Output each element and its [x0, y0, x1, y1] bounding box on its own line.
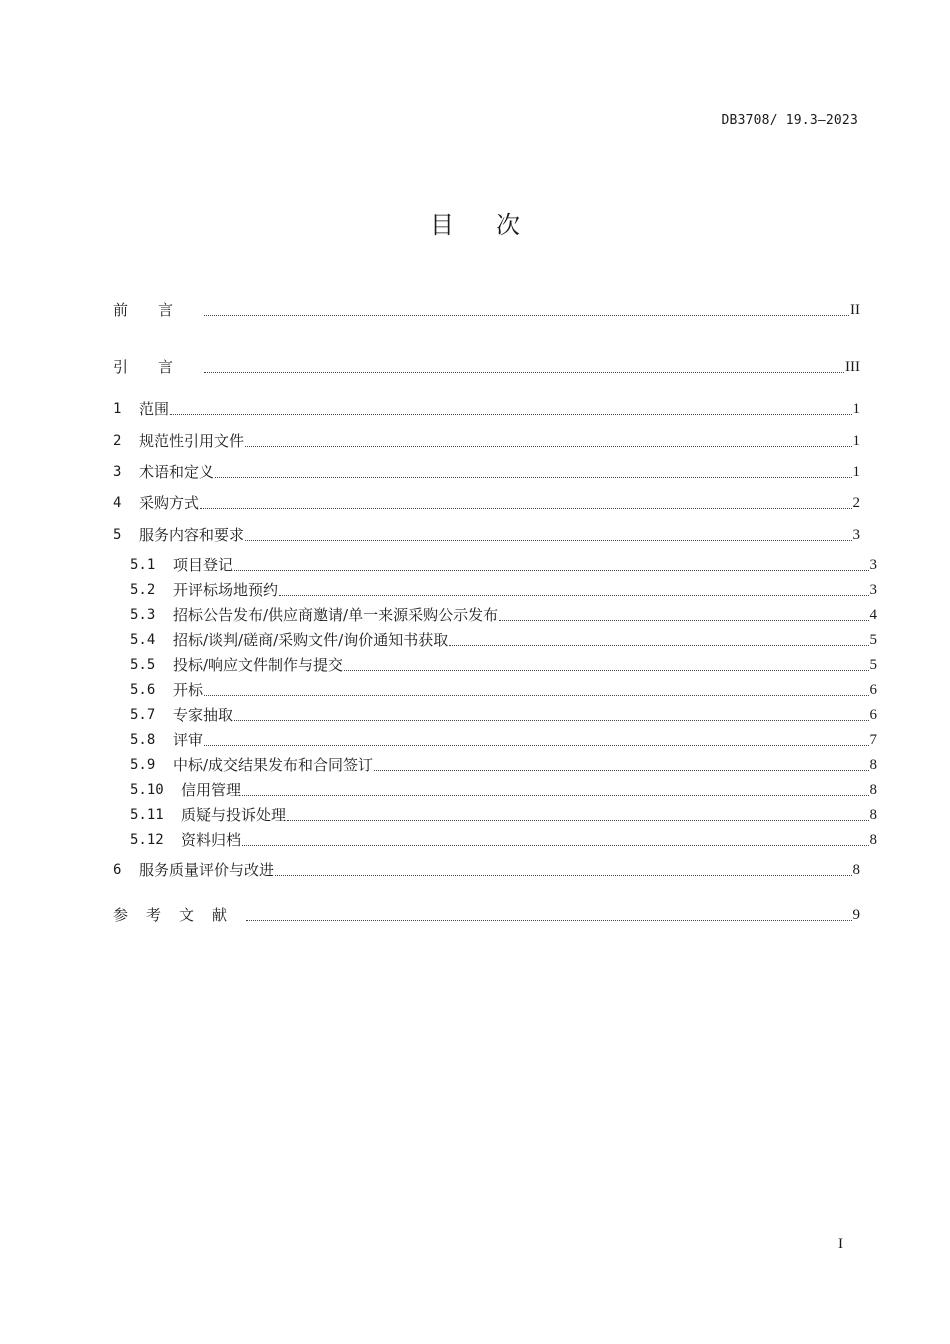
toc-label: 招标公告发布/供应商邀请/单一来源采购公示发布 — [173, 606, 499, 624]
toc-number: 5.4 — [130, 632, 156, 648]
toc-entry-5[interactable] — [113, 523, 860, 545]
toc-leader — [275, 875, 851, 876]
toc-entry-5-6[interactable] — [113, 678, 877, 700]
toc-page: 2 — [852, 495, 860, 511]
toc-page: 3 — [869, 582, 877, 598]
toc-entry-5-11[interactable] — [113, 803, 877, 825]
toc-number: 5.10 — [130, 782, 164, 798]
toc-entry-4[interactable] — [113, 491, 860, 513]
toc-label: 术语和定义 — [139, 463, 215, 481]
toc-number: 5.9 — [130, 757, 156, 773]
toc-label: 前言 — [113, 301, 204, 319]
toc-entry-bibliography[interactable] — [113, 903, 860, 925]
toc-page: III — [845, 359, 860, 375]
toc-entry-3[interactable] — [113, 460, 860, 482]
toc-page: II — [850, 302, 860, 318]
toc-entry-5-3[interactable] — [113, 603, 877, 625]
toc-number: 5 — [113, 527, 122, 543]
toc-number: 5.2 — [130, 582, 156, 598]
toc-leader — [204, 745, 868, 746]
toc-label: 开评标场地预约 — [173, 581, 279, 599]
toc-label: 专家抽取 — [173, 706, 234, 724]
toc-number: 5.3 — [130, 607, 156, 623]
toc-page: 3 — [852, 527, 860, 543]
toc-leader — [242, 845, 868, 846]
toc-leader — [170, 414, 851, 415]
toc-leader — [344, 670, 868, 671]
toc-page: 7 — [869, 732, 877, 748]
toc-entry-5-2[interactable] — [113, 578, 877, 600]
toc-number: 5.12 — [130, 832, 164, 848]
toc-entry-5-8[interactable] — [113, 728, 877, 750]
toc-number: 5.5 — [130, 657, 156, 673]
toc-page: 6 — [869, 682, 877, 698]
toc-leader — [245, 446, 851, 447]
toc-label: 质疑与投诉处理 — [181, 806, 287, 824]
toc-page: 6 — [869, 707, 877, 723]
toc-leader — [204, 315, 849, 316]
toc-entry-5-12[interactable] — [113, 828, 877, 850]
toc-number: 1 — [113, 401, 122, 417]
toc-number: 5.6 — [130, 682, 156, 698]
toc-page: 8 — [869, 807, 877, 823]
toc-leader — [287, 820, 868, 821]
toc-number: 2 — [113, 433, 122, 449]
toc-page: 8 — [869, 757, 877, 773]
toc-label: 服务质量评价与改进 — [139, 861, 275, 879]
toc-page: 5 — [869, 657, 877, 673]
toc-leader — [234, 720, 868, 721]
toc-number: 4 — [113, 495, 122, 511]
toc-label: 招标/谈判/磋商/采购文件/询价通知书获取 — [173, 631, 449, 649]
toc-entry-5-4[interactable] — [113, 628, 877, 650]
toc-label: 投标/响应文件制作与提交 — [173, 656, 344, 674]
toc-label: 服务内容和要求 — [139, 526, 245, 544]
toc-page: 4 — [869, 607, 877, 623]
toc-entry-6[interactable] — [113, 858, 860, 880]
toc-entry-5-5[interactable] — [113, 653, 877, 675]
toc-label: 参考文献 — [113, 906, 246, 924]
toc-label: 范围 — [139, 400, 170, 418]
toc-entry-5-7[interactable] — [113, 703, 877, 725]
toc-page: 8 — [869, 782, 877, 798]
toc-entry-1[interactable] — [113, 397, 860, 419]
toc-entry-5-9[interactable] — [113, 753, 877, 775]
toc-number: 5.1 — [130, 557, 156, 573]
toc-page: 8 — [869, 832, 877, 848]
toc-page: 8 — [852, 862, 860, 878]
toc-entry-5-1[interactable] — [113, 553, 877, 575]
toc-page: 5 — [869, 632, 877, 648]
toc-leader — [200, 508, 851, 509]
toc-leader — [204, 695, 868, 696]
toc-entry-5-10[interactable] — [113, 778, 877, 800]
toc-entry-introduction[interactable] — [113, 355, 860, 377]
toc-number: 5.11 — [130, 807, 164, 823]
toc-leader — [215, 477, 851, 478]
toc-label: 评审 — [173, 731, 204, 749]
toc-label: 开标 — [173, 681, 204, 699]
toc-label: 资料归档 — [181, 831, 242, 849]
toc-leader — [245, 540, 851, 541]
toc-label: 信用管理 — [181, 781, 242, 799]
toc-leader — [499, 620, 868, 621]
document-code: DB3708/ 19.3—2023 — [721, 113, 858, 128]
toc-leader — [449, 645, 868, 646]
toc-label: 规范性引用文件 — [139, 432, 245, 450]
toc-label: 项目登记 — [173, 556, 234, 574]
toc-label: 引言 — [113, 358, 204, 376]
toc-leader — [279, 595, 868, 596]
toc-leader — [204, 372, 844, 373]
toc-leader — [374, 770, 868, 771]
toc-entry-foreword[interactable] — [113, 298, 860, 320]
toc-page: 9 — [852, 907, 860, 923]
toc-page: 1 — [852, 433, 860, 449]
toc-number: 5.8 — [130, 732, 156, 748]
toc-number: 5.7 — [130, 707, 156, 723]
toc-page: 1 — [852, 464, 860, 480]
toc-leader — [246, 920, 851, 921]
page-number: I — [838, 1236, 843, 1252]
page-title: 目次 — [430, 211, 562, 239]
toc-label: 中标/成交结果发布和合同签订 — [173, 756, 374, 774]
toc-page: 3 — [869, 557, 877, 573]
toc-leader — [242, 795, 868, 796]
toc-page: 1 — [852, 401, 860, 417]
toc-leader — [234, 570, 868, 571]
toc-number: 3 — [113, 464, 122, 480]
toc-entry-2[interactable] — [113, 429, 860, 451]
toc-label: 采购方式 — [139, 494, 200, 512]
toc-number: 6 — [113, 862, 122, 878]
